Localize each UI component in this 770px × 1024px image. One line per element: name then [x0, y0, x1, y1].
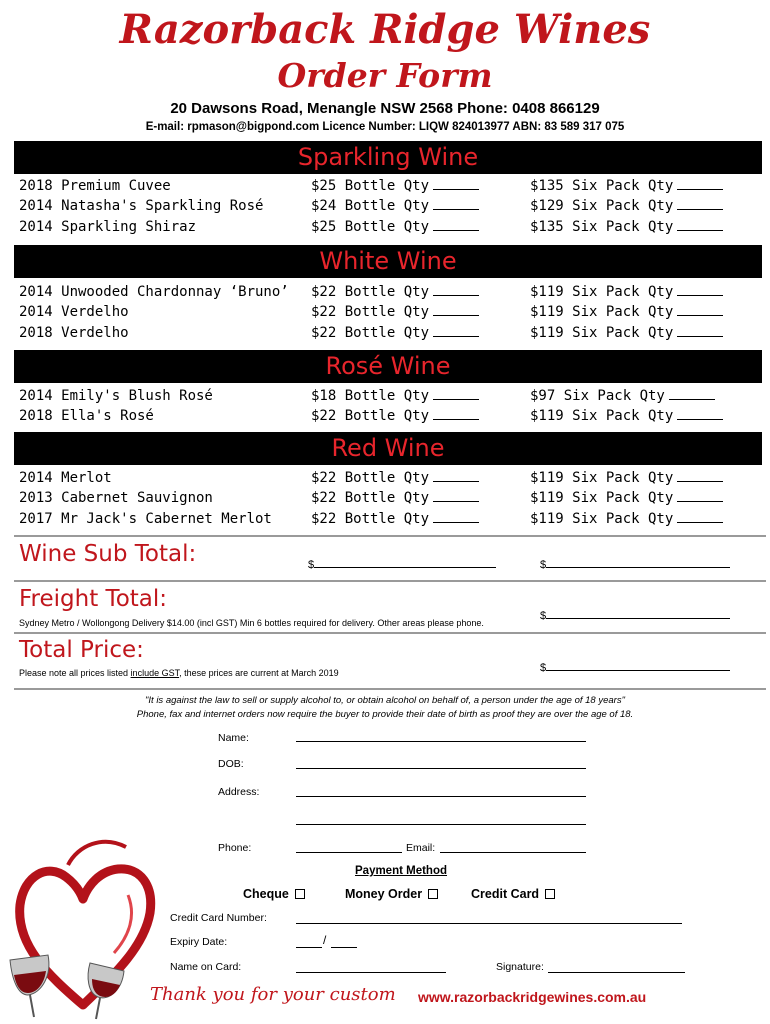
money-order-option[interactable]: Money Order	[345, 887, 438, 901]
bottle-qty-field[interactable]: $22 Bottle Qty	[311, 470, 479, 486]
money-order-checkbox[interactable]	[428, 889, 438, 899]
divider	[14, 632, 766, 634]
sixpack-qty-field[interactable]: $119 Six Pack Qty	[530, 284, 723, 300]
sixpack-qty-field[interactable]: $135 Six Pack Qty	[530, 178, 723, 194]
wine-name: 2013 Cabernet Sauvignon	[19, 490, 213, 506]
section-header-white: White Wine	[14, 245, 762, 278]
signature-label: Signature:	[496, 961, 544, 973]
divider	[14, 535, 766, 537]
wine-name: 2018 Premium Cuvee	[19, 178, 171, 194]
phone-field[interactable]	[296, 852, 402, 853]
dob-field[interactable]	[296, 768, 586, 769]
sixpack-qty-field[interactable]: $119 Six Pack Qty	[530, 408, 723, 424]
subtotal-bottle-field[interactable]: $	[308, 558, 496, 571]
page-title: Razorback Ridge Wines	[119, 6, 651, 53]
page-subtitle: Order Form	[277, 56, 493, 95]
wine-name: 2014 Emily's Blush Rosé	[19, 388, 213, 404]
sixpack-qty-field[interactable]: $119 Six Pack Qty	[530, 304, 723, 320]
address-label: Address:	[218, 786, 260, 798]
wine-name: 2014 Natasha's Sparkling Rosé	[19, 198, 264, 214]
expiry-month-field[interactable]	[296, 947, 322, 948]
bottle-qty-field[interactable]: $22 Bottle Qty	[311, 408, 479, 424]
credit-card-checkbox[interactable]	[545, 889, 555, 899]
sixpack-qty-field[interactable]: $129 Six Pack Qty	[530, 198, 723, 214]
thank-you-text: Thank you for your custom	[150, 984, 396, 1005]
bottle-qty-field[interactable]: $22 Bottle Qty	[311, 325, 479, 341]
card-number-label: Credit Card Number:	[170, 912, 267, 924]
section-header-red: Red Wine	[14, 432, 762, 465]
card-number-field[interactable]	[296, 923, 682, 924]
wine-name: 2018 Ella's Rosé	[19, 408, 154, 424]
bottle-qty-field[interactable]: $24 Bottle Qty	[311, 198, 479, 214]
sixpack-qty-field[interactable]: $119 Six Pack Qty	[530, 511, 723, 527]
wine-name: 2014 Verdelho	[19, 304, 129, 320]
age-law-notice: "It is against the law to sell or supply alcohol to, or obtain alcohol on behalf of, a person under the age of 18 years"	[145, 695, 625, 706]
sixpack-qty-field[interactable]: $119 Six Pack Qty	[530, 325, 723, 341]
expiry-year-field[interactable]	[331, 947, 357, 948]
dob-label: DOB:	[218, 758, 244, 770]
address-field-line2[interactable]	[296, 824, 586, 825]
expiry-separator: /	[323, 933, 327, 947]
bottle-qty-field[interactable]: $25 Bottle Qty	[311, 219, 479, 235]
phone-label: Phone:	[218, 842, 252, 854]
bottle-qty-field[interactable]: $22 Bottle Qty	[311, 304, 479, 320]
name-on-card-label: Name on Card:	[170, 961, 242, 973]
section-header-sparkling: Sparkling Wine	[14, 141, 762, 174]
bottle-qty-field[interactable]: $25 Bottle Qty	[311, 178, 479, 194]
expiry-label: Expiry Date:	[170, 936, 228, 948]
divider	[14, 580, 766, 582]
website-link[interactable]: www.razorbackridgewines.com.au	[418, 989, 647, 1005]
bottle-qty-field[interactable]: $18 Bottle Qty	[311, 388, 479, 404]
credit-card-option[interactable]: Credit Card	[471, 887, 555, 901]
divider	[14, 688, 766, 690]
bottle-qty-field[interactable]: $22 Bottle Qty	[311, 511, 479, 527]
freight-total-field[interactable]: $	[540, 609, 730, 622]
signature-field[interactable]	[548, 972, 685, 973]
sixpack-qty-field[interactable]: $135 Six Pack Qty	[530, 219, 723, 235]
section-header-rose: Rosé Wine	[14, 350, 762, 383]
sixpack-qty-field[interactable]: $119 Six Pack Qty	[530, 470, 723, 486]
total-price-label: Total Price:	[19, 637, 144, 663]
email-label: Email:	[406, 842, 436, 854]
contact-line: E-mail: rpmason@bigpond.com Licence Number: LIQW 824013977 ABN: 83 589 317 075	[145, 121, 625, 133]
bottle-qty-field[interactable]: $22 Bottle Qty	[311, 284, 479, 300]
total-price-field[interactable]: $	[540, 661, 730, 674]
name-on-card-field[interactable]	[296, 972, 446, 973]
dob-requirement-notice: Phone, fax and internet orders now require the buyer to provide their date of birth as proof they are over the age of 18.	[136, 709, 634, 720]
payment-method-title: Payment Method	[355, 865, 448, 877]
wine-glass-left-icon	[10, 955, 49, 1017]
subtotal-sixpack-field[interactable]: $	[540, 558, 730, 571]
wine-subtotal-label: Wine Sub Total:	[19, 541, 197, 567]
wine-glass-right-icon	[88, 963, 124, 1019]
sixpack-qty-field[interactable]: $119 Six Pack Qty	[530, 490, 723, 506]
wine-name: 2014 Merlot	[19, 470, 112, 486]
name-label: Name:	[218, 732, 249, 744]
cheque-option[interactable]: Cheque	[243, 887, 305, 901]
address-field[interactable]	[296, 796, 586, 797]
sixpack-qty-field[interactable]: $97 Six Pack Qty	[530, 388, 715, 404]
wine-name: 2014 Unwooded Chardonnay ‘Bruno’	[19, 284, 289, 300]
freight-total-label: Freight Total:	[19, 586, 168, 612]
wine-name: 2014 Sparkling Shiraz	[19, 219, 197, 235]
freight-note: Sydney Metro / Wollongong Delivery $14.00 (incl GST) Min 6 bottles required for delivery. Other areas please phone.	[19, 618, 484, 628]
cheque-checkbox[interactable]	[295, 889, 305, 899]
name-field[interactable]	[296, 741, 586, 742]
bottle-qty-field[interactable]: $22 Bottle Qty	[311, 490, 479, 506]
wine-name: 2017 Mr Jack's Cabernet Merlot	[19, 511, 272, 527]
wine-heart-icon	[8, 825, 158, 1020]
gst-note: Please note all prices listed include GST, these prices are current at March 2019	[19, 668, 339, 678]
email-field[interactable]	[440, 852, 586, 853]
wine-name: 2018 Verdelho	[19, 325, 129, 341]
address-line: 20 Dawsons Road, Menangle NSW 2568 Phone: 0408 866129	[170, 100, 600, 117]
